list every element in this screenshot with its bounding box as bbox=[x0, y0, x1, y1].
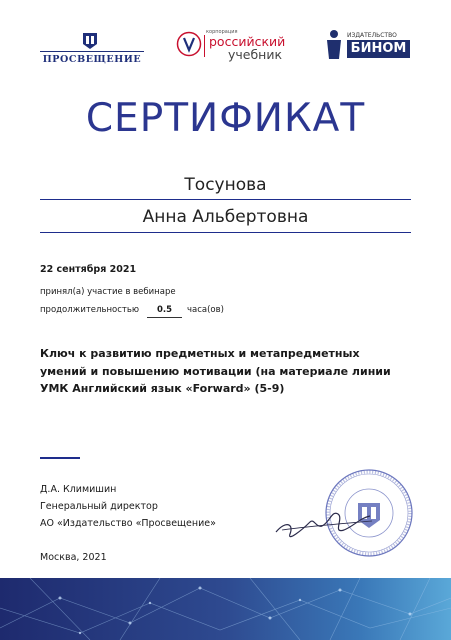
duration-unit: часа(ов) bbox=[187, 305, 224, 315]
webinar-title: Ключ к развитию предметных и метапредметных умений и повышению мотивации (на материале линии УМК Английский язык «Forward» (5-9) bbox=[40, 347, 391, 395]
signatory-position: Генеральный директор bbox=[40, 501, 158, 512]
russian-textbook-logo-line1: российский bbox=[209, 34, 286, 49]
participation-text: принял(а) участие в вебинаре bbox=[40, 287, 176, 297]
signature-accent-line bbox=[40, 457, 80, 459]
binom-logo bbox=[323, 29, 413, 61]
webinar-date: 22 сентября 2021 bbox=[40, 264, 137, 275]
duration-label: продолжительностью bbox=[40, 305, 140, 315]
name-divider bbox=[40, 232, 411, 233]
prosveshchenie-logo-text: ПРОСВЕЩЕНИЕ bbox=[42, 54, 142, 65]
binom-logo-name: БИНОМ bbox=[350, 41, 407, 56]
recipient-name: Анна Альбертовна bbox=[142, 207, 309, 227]
russian-textbook-logo bbox=[176, 28, 306, 64]
surname-divider bbox=[40, 199, 411, 200]
duration-value: 0.5 bbox=[156, 305, 173, 315]
certificate-title: СЕРТИФИКАТ bbox=[85, 96, 366, 141]
handwritten-signature bbox=[272, 500, 382, 545]
binom-logo-small: ИЗДАТЕЛЬСТВО bbox=[347, 32, 397, 39]
russian-textbook-logo-small: корпорация bbox=[206, 29, 238, 35]
signatory-name: Д.А. Климишин bbox=[40, 484, 117, 495]
prosveshchenie-emblem-icon bbox=[82, 32, 98, 50]
signatory-organization: АО «Издательство «Просвещение» bbox=[40, 518, 216, 529]
prosveshchenie-logo bbox=[40, 32, 144, 66]
russian-textbook-logo-line2: учебник bbox=[228, 47, 283, 62]
decorative-footer-band bbox=[0, 578, 451, 640]
duration-underline bbox=[147, 317, 182, 318]
russian-textbook-emblem-icon bbox=[176, 31, 202, 57]
place-year: Москва, 2021 bbox=[40, 552, 107, 563]
binom-emblem-icon bbox=[323, 29, 345, 60]
recipient-surname: Тосунова bbox=[184, 175, 267, 195]
